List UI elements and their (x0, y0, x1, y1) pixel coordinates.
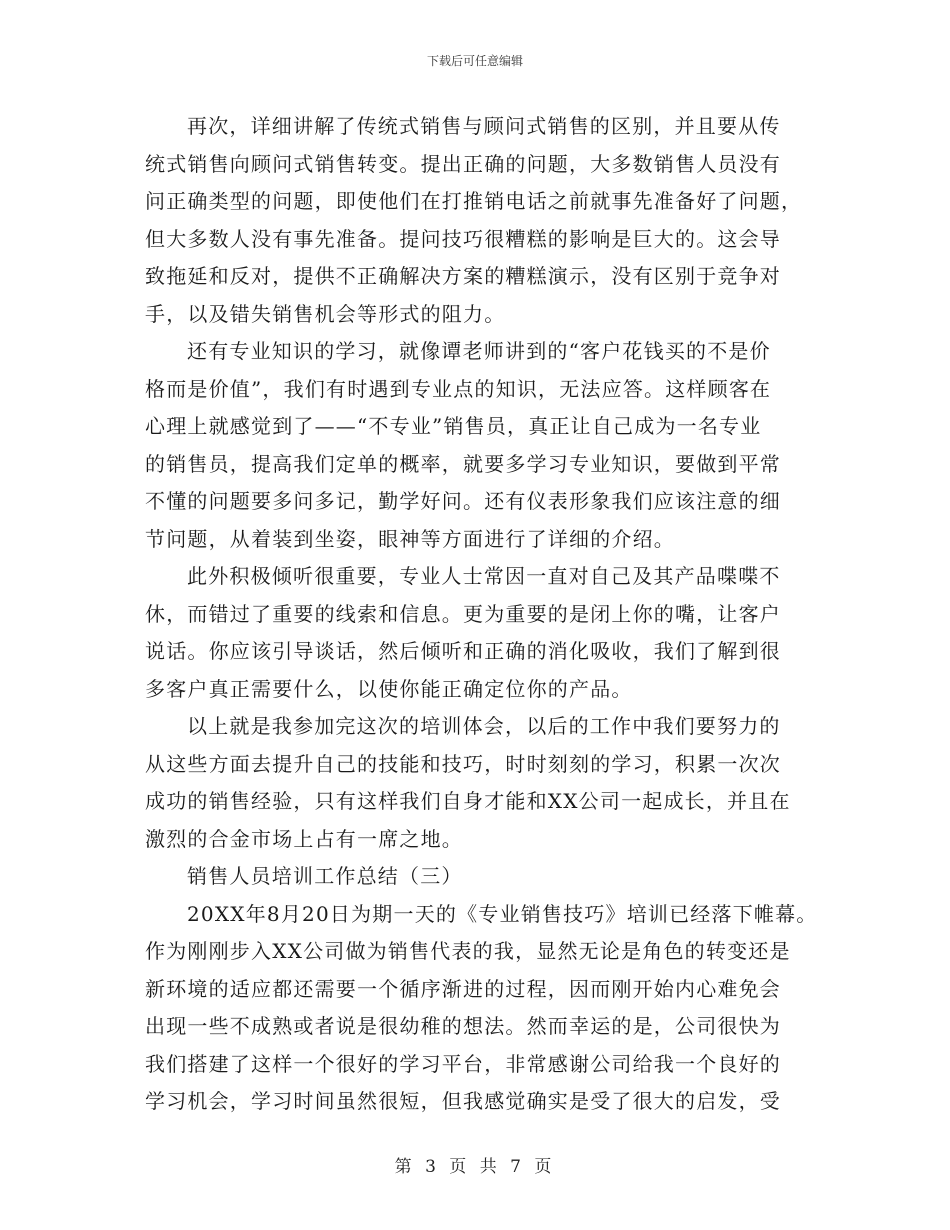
text-line: 致拖延和反对，提供不正确解决方案的糟糕演示，没有区别于竞争对 (145, 264, 781, 288)
text-line: 作为刚刚步入XX公司做为销售代表的我，显然无论是角色的转变还是 (145, 939, 791, 963)
text-line: 从这些方面去提升自己的技能和技巧，时时刻刻的学习，积累一次次 (145, 751, 781, 776)
text-line: 成功的销售经验，只有这样我们自身才能和XX公司一起成长，并且在 (145, 789, 791, 813)
text-line: 心理上就感觉到了——“不专业”销售员，真正让自己成为一名专业 (145, 414, 762, 438)
text-line: 此外积极倾听很重要，专业人士常因一直对自己及其产品喋喋不 (187, 564, 781, 588)
page-footer: 第 3 页 共 7 页 (394, 1157, 556, 1177)
text-line: 新环境的适应都还需要一个循序渐进的过程，因而刚开始内心难免会 (145, 976, 781, 1001)
text-line: 激烈的合金市场上占有一席之地。 (145, 826, 463, 851)
text-line: 销售人员培训工作总结（三） (187, 864, 463, 888)
text-line: 20XX年8月20日为期一天的《专业销售技巧》培训已经落下帷幕。 (187, 901, 818, 926)
text-line: 再次，详细讲解了传统式销售与顾问式销售的区别，并且要从传 (187, 114, 781, 138)
text-line: 还有专业知识的学习，就像谭老师讲到的“客户花钱买的不是价 (187, 339, 771, 363)
text-line: 但大多数人没有事先准备。提问技巧很糟糕的影响是巨大的。这会导 (145, 226, 781, 251)
document-body (145, 108, 825, 1121)
text-line: 休，而错过了重要的线索和信息。更为重要的是闭上你的嘴，让客户 (145, 601, 781, 626)
text-line: 多客户真正需要什么，以使你能正确定位你的产品。 (145, 676, 633, 701)
text-line: 不懂的问题要多问多记，勤学好问。还有仪表形象我们应该注意的细 (145, 489, 781, 513)
text-line: 我们搭建了这样一个很好的学习平台，非常感谢公司给我一个良好的 (145, 1051, 781, 1076)
text-line: 出现一些不成熟或者说是很幼稚的想法。然而幸运的是，公司很快为 (145, 1014, 781, 1038)
text-line: 手，以及错失销售机会等形式的阻力。 (145, 301, 506, 326)
text-line: 学习机会，学习时间虽然很短，但我感觉确实是受了很大的启发，受 (145, 1089, 781, 1113)
text-line: 以上就是我参加完这次的培训体会，以后的工作中我们要努力的 (187, 714, 781, 738)
page-header: 下载后可任意编辑 (426, 54, 523, 68)
text-line: 的销售员，提高我们定单的概率，就要多学习专业知识，要做到平常 (145, 451, 781, 476)
text-line: 问正确类型的问题，即使他们在打推销电话之前就事先准备好了问题， (145, 189, 803, 213)
text-line: 节问题，从着装到坐姿，眼神等方面进行了详细的介绍。 (145, 526, 675, 551)
text-line: 格而是价值”，我们有时遇到专业点的知识，无法应答。这样顾客在 (145, 376, 772, 401)
text-line: 说话。你应该引导谈话，然后倾听和正确的消化吸收，我们了解到很 (145, 639, 781, 663)
text-line: 统式销售向顾问式销售转变。提出正确的问题，大多数销售人员没有 (145, 151, 781, 176)
